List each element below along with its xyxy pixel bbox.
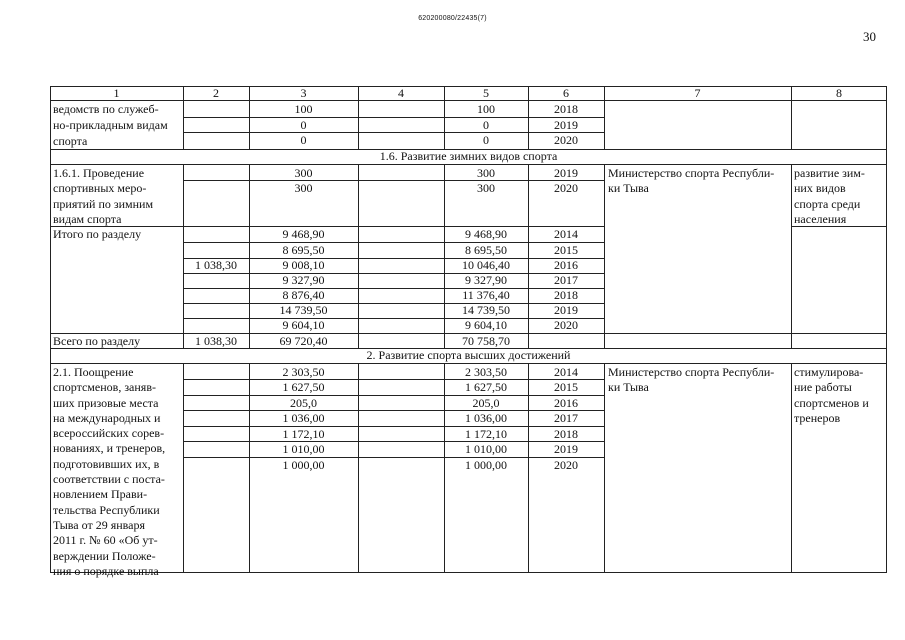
header-col-7: 7 [694,86,701,100]
grand-total-col-5: 70 758,70 [462,334,510,348]
block-a-row-1-col-5: 100 [477,102,495,116]
item-1-6-1-row-2-col-5: 300 [477,181,495,195]
grand-total-label: Всего по разделу [53,334,141,348]
total-row-3-col-2: 1 038,30 [195,258,237,272]
program-table [50,86,887,578]
item-2-1-row-1-col-5: 2 303,50 [465,365,507,379]
item-1-6-1-row-2-col-3: 300 [294,181,313,195]
header-col-3: 3 [300,86,307,100]
item-2-1-row-2-col-3: 1 627,50 [282,380,325,394]
total-row-1-col-6: 2014 [554,227,578,241]
item-2-1-row-2-col-6: 2015 [554,380,578,394]
header-col-8: 8 [836,86,842,100]
item-2-1-row-6-col-6: 2019 [554,442,578,456]
total-row-3-col-6: 2016 [554,258,578,272]
total-row-3-col-3: 9 008,10 [282,258,325,272]
header-col-1: 1 [113,86,120,100]
total-row-7-col-6: 2020 [554,318,578,332]
block-a-row-1-col-6: 2018 [554,102,578,116]
item-2-1-row-3-col-6: 2016 [554,396,578,410]
block-a-row-2-col-5: 0 [483,118,489,132]
header-col-4: 4 [398,86,404,100]
section-title-1-6: 1.6. Развитие зимних видов спорта [379,149,558,163]
item-2-1-row-2-col-5: 1 627,50 [465,380,507,394]
item-2-1-row-6-col-5: 1 010,00 [465,442,507,456]
total-row-6-col-5: 14 739,50 [462,303,510,317]
total-row-4-col-5: 9 327,90 [465,273,507,287]
continuation-label-line-2: но-прикладным видам [53,118,168,132]
total-row-3-col-5: 10 046,40 [462,258,510,272]
total-row-5-col-5: 11 376,40 [462,288,510,302]
total-section-label: Итого по разделу [53,227,142,241]
item-2-1-row-5-col-6: 2018 [554,427,578,441]
item-2-1-row-4-col-3: 1 036,00 [282,411,325,425]
item-2-1-result: стимулирова- ние работы спортсменов и тренеров [794,365,869,425]
item-2-1-row-7-col-6: 2020 [554,458,578,472]
total-row-7-col-3: 9 604,10 [282,318,325,332]
total-row-4-col-6: 2017 [554,273,578,287]
item-1-6-1-label: 1.6.1. Проведение спортивных меро- приятий по зимним видам спорта [53,166,154,226]
item-1-6-1-row-1-col-6: 2019 [554,166,578,180]
item-1-6-1-result: развитие зим- них видов спорта среди населения [794,166,865,226]
item-1-6-1-executor: Министерство спорта Республи- ки Тыва [608,166,775,196]
item-2-1-row-7-col-5: 1 000,00 [465,458,507,472]
block-a-row-1-col-3: 100 [294,102,313,116]
total-row-5-col-3: 8 876,40 [282,288,325,302]
total-row-2-col-6: 2015 [554,243,578,257]
item-2-1-row-5-col-5: 1 172,10 [465,427,507,441]
item-2-1-row-6-col-3: 1 010,00 [282,442,325,456]
item-2-1-row-4-col-6: 2017 [554,411,578,425]
header-col-2: 2 [213,86,219,100]
total-row-1-col-5: 9 468,90 [465,227,507,241]
item-2-1-row-5-col-3: 1 172,10 [282,427,325,441]
total-row-7-col-5: 9 604,10 [465,318,507,332]
item-2-1-row-1-col-6: 2014 [554,365,578,379]
block-a-row-3-col-5: 0 [483,133,489,147]
block-a-row-3-col-6: 2020 [554,133,578,147]
block-a-row-3-col-3: 0 [300,133,307,147]
item-1-6-1-row-2-col-6: 2020 [554,181,578,195]
total-row-6-col-6: 2019 [554,303,578,317]
block-a-row-2-col-3: 0 [300,118,307,132]
item-1-6-1-row-1-col-3: 300 [294,166,313,180]
document-id: 620200080/22435(7) [418,15,487,22]
header-col-6: 6 [563,86,569,100]
total-row-6-col-3: 14 739,50 [279,303,328,317]
page-number: 30 [863,29,876,44]
header-col-5: 5 [483,86,489,100]
total-row-2-col-5: 8 695,50 [465,243,507,257]
item-2-1-row-7-col-3: 1 000,00 [282,458,325,472]
item-2-1-row-3-col-5: 205,0 [472,396,500,410]
item-2-1-executor: Министерство спорта Республи- ки Тыва [608,365,775,395]
continuation-label-line-3: спорта [53,134,88,148]
continuation-label-line-1: ведомств по служеб- [53,102,159,116]
grand-total-col-2: 1 038,30 [195,334,237,348]
item-2-1-row-3-col-3: 205,0 [290,396,317,410]
section-title-2: 2. Развитие спорта высших достижений [366,348,571,362]
item-2-1-row-1-col-3: 2 303,50 [282,365,325,379]
grand-total-col-3: 69 720,40 [279,334,328,348]
total-row-4-col-3: 9 327,90 [282,273,325,287]
item-2-1-row-4-col-5: 1 036,00 [465,411,507,425]
total-row-2-col-3: 8 695,50 [282,243,325,257]
block-a-row-2-col-6: 2019 [554,118,578,132]
item-1-6-1-row-1-col-5: 300 [477,166,495,180]
total-row-5-col-6: 2018 [554,288,578,302]
item-2-1-label: 2.1. Поощрение спортсменов, заняв- ших призовые места на международных и всероссийских сорев- нованиях, и тренеров, подготовивших их, в соответствии с поста- новлением Прави- тельства Республики Тыва от 29 января 2011 г. № 60 «Об ут- верждении Положе- ния о порядке выпла [53,365,166,578]
total-row-1-col-3: 9 468,90 [282,227,325,241]
